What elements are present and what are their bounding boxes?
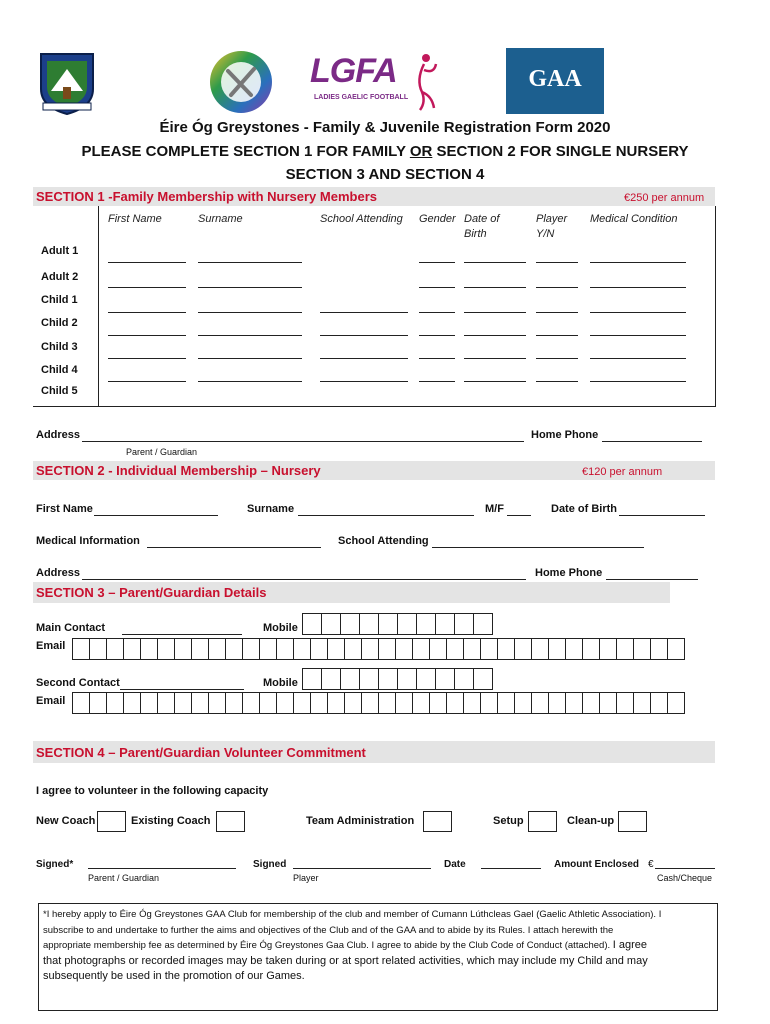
- signed-parent-field[interactable]: [88, 868, 236, 869]
- section2-surname-field[interactable]: [298, 515, 474, 516]
- field-child2-first-name[interactable]: [108, 335, 186, 336]
- signed-player-sublabel: Player: [293, 873, 319, 883]
- setup-checkbox[interactable]: [528, 811, 557, 832]
- section2-mf-label: M/F: [485, 503, 504, 515]
- main-contact-label: Main Contact: [36, 622, 106, 634]
- field-adult2-medical[interactable]: [590, 287, 686, 288]
- date-label: Date: [444, 859, 466, 870]
- date-field[interactable]: [481, 868, 541, 869]
- main-contact-field[interactable]: [122, 634, 242, 635]
- row-label-child2: Child 2: [41, 317, 78, 329]
- section2-title: SECTION 2 - Individual Membership – Nursery: [36, 463, 321, 478]
- field-child4-surname[interactable]: [198, 381, 302, 382]
- row-label-adult2: Adult 2: [41, 271, 79, 283]
- declaration-line-2: subscribe to and undertake to further the aims and objectives of the Club and of the GAA and to abide by its Rules. I attach herewith the: [43, 924, 614, 936]
- form-title: Éire Óg Greystones - Family & Juvenile Registration Form 2020: [159, 119, 611, 136]
- lgfa-logo-subtext: LADIES GAELIC FOOTBALL: [314, 94, 409, 101]
- field-adult1-medical[interactable]: [590, 262, 686, 263]
- main-email-label: Email: [36, 640, 66, 652]
- instruction-part2: SECTION 2 FOR SINGLE NURSERY: [432, 143, 689, 160]
- team-admin-label: Team Administration: [306, 815, 415, 827]
- field-adult1-first-name[interactable]: [108, 262, 186, 263]
- field-child4-school[interactable]: [320, 381, 408, 382]
- second-email-label: Email: [36, 695, 66, 707]
- row-label-child5: Child 5: [41, 385, 78, 397]
- field-child2-surname[interactable]: [198, 335, 302, 336]
- signed-player-field[interactable]: [293, 868, 431, 869]
- field-adult2-player[interactable]: [536, 287, 578, 288]
- col-dob: [464, 212, 499, 242]
- field-child1-player[interactable]: [536, 312, 578, 313]
- declaration-line-4: that photographs or recorded images may be taken during or at sport related activities, which may include my Child and may: [43, 954, 648, 967]
- main-mobile-boxes[interactable]: [302, 613, 493, 635]
- declaration-line-1: *I hereby apply to Éire Óg Greystones GAA Club for membership of the club and member of Cumann Lúthcleas Gael (Gaelic Athletic Association). I: [43, 909, 662, 920]
- field-child4-player[interactable]: [536, 381, 578, 382]
- setup-label: Setup: [493, 815, 524, 827]
- declaration-box: [38, 903, 718, 1011]
- col-player-line1: Player: [536, 213, 568, 225]
- field-adult2-dob[interactable]: [464, 287, 526, 288]
- field-child2-medical[interactable]: [590, 335, 686, 336]
- section2-dob-field[interactable]: [619, 515, 705, 516]
- second-contact-label: Second Contact: [36, 677, 120, 689]
- field-child4-first-name[interactable]: [108, 381, 186, 382]
- field-child3-gender[interactable]: [419, 358, 455, 359]
- declaration-line-5: subsequently be used in the promotion of our Games.: [43, 970, 305, 982]
- field-child1-surname[interactable]: [198, 312, 302, 313]
- field-child1-first-name[interactable]: [108, 312, 186, 313]
- new-coach-label: New Coach: [36, 815, 96, 827]
- field-child2-dob[interactable]: [464, 335, 526, 336]
- field-child1-dob[interactable]: [464, 312, 526, 313]
- field-child4-gender[interactable]: [419, 381, 455, 382]
- team-admin-checkbox[interactable]: [423, 811, 452, 832]
- section2-first-name-field[interactable]: [94, 515, 218, 516]
- field-adult2-gender[interactable]: [419, 287, 455, 288]
- field-adult1-surname[interactable]: [198, 262, 302, 263]
- section2-price: €120 per annum: [582, 466, 663, 478]
- signed-parent-sublabel: Parent / Guardian: [88, 873, 160, 883]
- cleanup-checkbox[interactable]: [618, 811, 647, 832]
- col-dob-line1: Date of: [464, 213, 500, 225]
- cleanup-label: Clean-up: [567, 815, 615, 827]
- form-instruction: [0, 143, 770, 160]
- second-mobile-label: Mobile: [263, 677, 298, 689]
- section2-medical-label: Medical Information: [36, 535, 140, 547]
- field-child1-gender[interactable]: [419, 312, 455, 313]
- col-player-line2: Y/N: [536, 228, 555, 240]
- section2-school-field[interactable]: [432, 547, 644, 548]
- section1-title: SECTION 1 -Family Membership with Nursery Members: [36, 189, 377, 204]
- club-crest-logo: [37, 51, 97, 116]
- field-child1-medical[interactable]: [590, 312, 686, 313]
- field-child3-first-name[interactable]: [108, 358, 186, 359]
- second-mobile-boxes[interactable]: [302, 668, 493, 690]
- new-coach-checkbox[interactable]: [97, 811, 126, 832]
- section2-address-label: Address: [36, 567, 81, 579]
- euro-sign: €: [648, 859, 654, 870]
- field-child3-medical[interactable]: [590, 358, 686, 359]
- section2-address-field[interactable]: [82, 579, 526, 580]
- section2-dob-label: Date of Birth: [551, 503, 617, 515]
- field-child2-player[interactable]: [536, 335, 578, 336]
- col-medical: Medical Condition: [590, 213, 678, 225]
- field-child2-gender[interactable]: [419, 335, 455, 336]
- cash-cheque-sublabel: Cash/Cheque: [657, 873, 713, 883]
- section1-table: [33, 206, 716, 407]
- col-surname: Surname: [198, 213, 243, 225]
- section1-price: €250 per annum: [624, 192, 705, 204]
- form-instruction-2: SECTION 3 AND SECTION 4: [285, 166, 485, 183]
- section2-home-phone-label: Home Phone: [535, 567, 603, 579]
- player-figure-icon: [406, 52, 440, 112]
- section1-home-phone-label: Home Phone: [531, 429, 599, 441]
- camogie-logo: [206, 47, 276, 117]
- volunteer-agree-text: I agree to volunteer in the following capacity: [36, 785, 269, 797]
- amount-field[interactable]: [655, 868, 715, 869]
- section2-first-name-label: First Name: [36, 503, 93, 515]
- field-child1-school[interactable]: [320, 312, 408, 313]
- declaration-line-3: [43, 938, 713, 954]
- lgfa-logo-text: LGFA: [310, 52, 397, 90]
- field-child3-player[interactable]: [536, 358, 578, 359]
- col-school: School Attending: [320, 213, 403, 225]
- col-first-name: First Name: [108, 213, 162, 225]
- field-adult1-player[interactable]: [536, 262, 578, 263]
- row-label-child4: Child 4: [41, 364, 78, 376]
- second-contact-field[interactable]: [120, 689, 244, 690]
- section2-mf-field[interactable]: [507, 515, 531, 516]
- col-gender: Gender: [419, 213, 456, 225]
- section1-address-label: Address: [36, 429, 81, 441]
- section4-title: SECTION 4 – Parent/Guardian Volunteer Commitment: [36, 745, 366, 760]
- field-adult1-gender[interactable]: [419, 262, 455, 263]
- main-mobile-label: Mobile: [263, 622, 298, 634]
- row-label-child3: Child 3: [41, 341, 78, 353]
- col-dob-line2: Birth: [464, 228, 487, 240]
- existing-coach-label: Existing Coach: [131, 815, 211, 827]
- signed-player-label: Signed: [253, 859, 287, 870]
- field-child4-dob[interactable]: [464, 381, 526, 382]
- section1-address-sublabel: Parent / Guardian: [126, 447, 198, 457]
- main-email-boxes[interactable]: [72, 638, 685, 660]
- row-label-child1: Child 1: [41, 294, 78, 306]
- gaa-logo-text: GAA: [528, 66, 582, 92]
- declaration-line-3a: appropriate membership fee as determined by Éire Óg Greystones Gaa Club. I agree to abide by the Club Code of Conduct (attached).: [43, 940, 611, 951]
- field-adult2-surname[interactable]: [198, 287, 302, 288]
- section2-medical-field[interactable]: [147, 547, 321, 548]
- section3-title: SECTION 3 – Parent/Guardian Details: [36, 585, 267, 600]
- declaration-line-3b: I agree: [612, 939, 648, 951]
- gaa-logo: [506, 48, 604, 114]
- amount-enclosed-label: Amount Enclosed: [554, 859, 640, 870]
- section1-row-divider: [98, 206, 99, 406]
- existing-coach-checkbox[interactable]: [216, 811, 245, 832]
- instruction-or: OR: [409, 143, 433, 160]
- field-child2-school[interactable]: [320, 335, 408, 336]
- second-email-boxes[interactable]: [72, 692, 685, 714]
- field-adult2-first-name[interactable]: [108, 287, 186, 288]
- signed-parent-label: Signed*: [36, 859, 74, 870]
- field-child3-surname[interactable]: [198, 358, 302, 359]
- field-child3-school[interactable]: [320, 358, 408, 359]
- field-adult1-dob[interactable]: [464, 262, 526, 263]
- field-child3-dob[interactable]: [464, 358, 526, 359]
- section2-home-phone-field[interactable]: [606, 579, 698, 580]
- section1-address-field[interactable]: [82, 441, 524, 442]
- section2-school-label: School Attending: [338, 535, 429, 547]
- instruction-part1: PLEASE COMPLETE SECTION 1 FOR FAMILY: [81, 143, 410, 160]
- col-player: [536, 212, 567, 242]
- lgfa-logo: [310, 52, 440, 114]
- row-label-adult1: Adult 1: [41, 245, 79, 257]
- section2-surname-label: Surname: [247, 503, 295, 515]
- section1-home-phone-field[interactable]: [602, 441, 702, 442]
- field-child4-medical[interactable]: [590, 381, 686, 382]
